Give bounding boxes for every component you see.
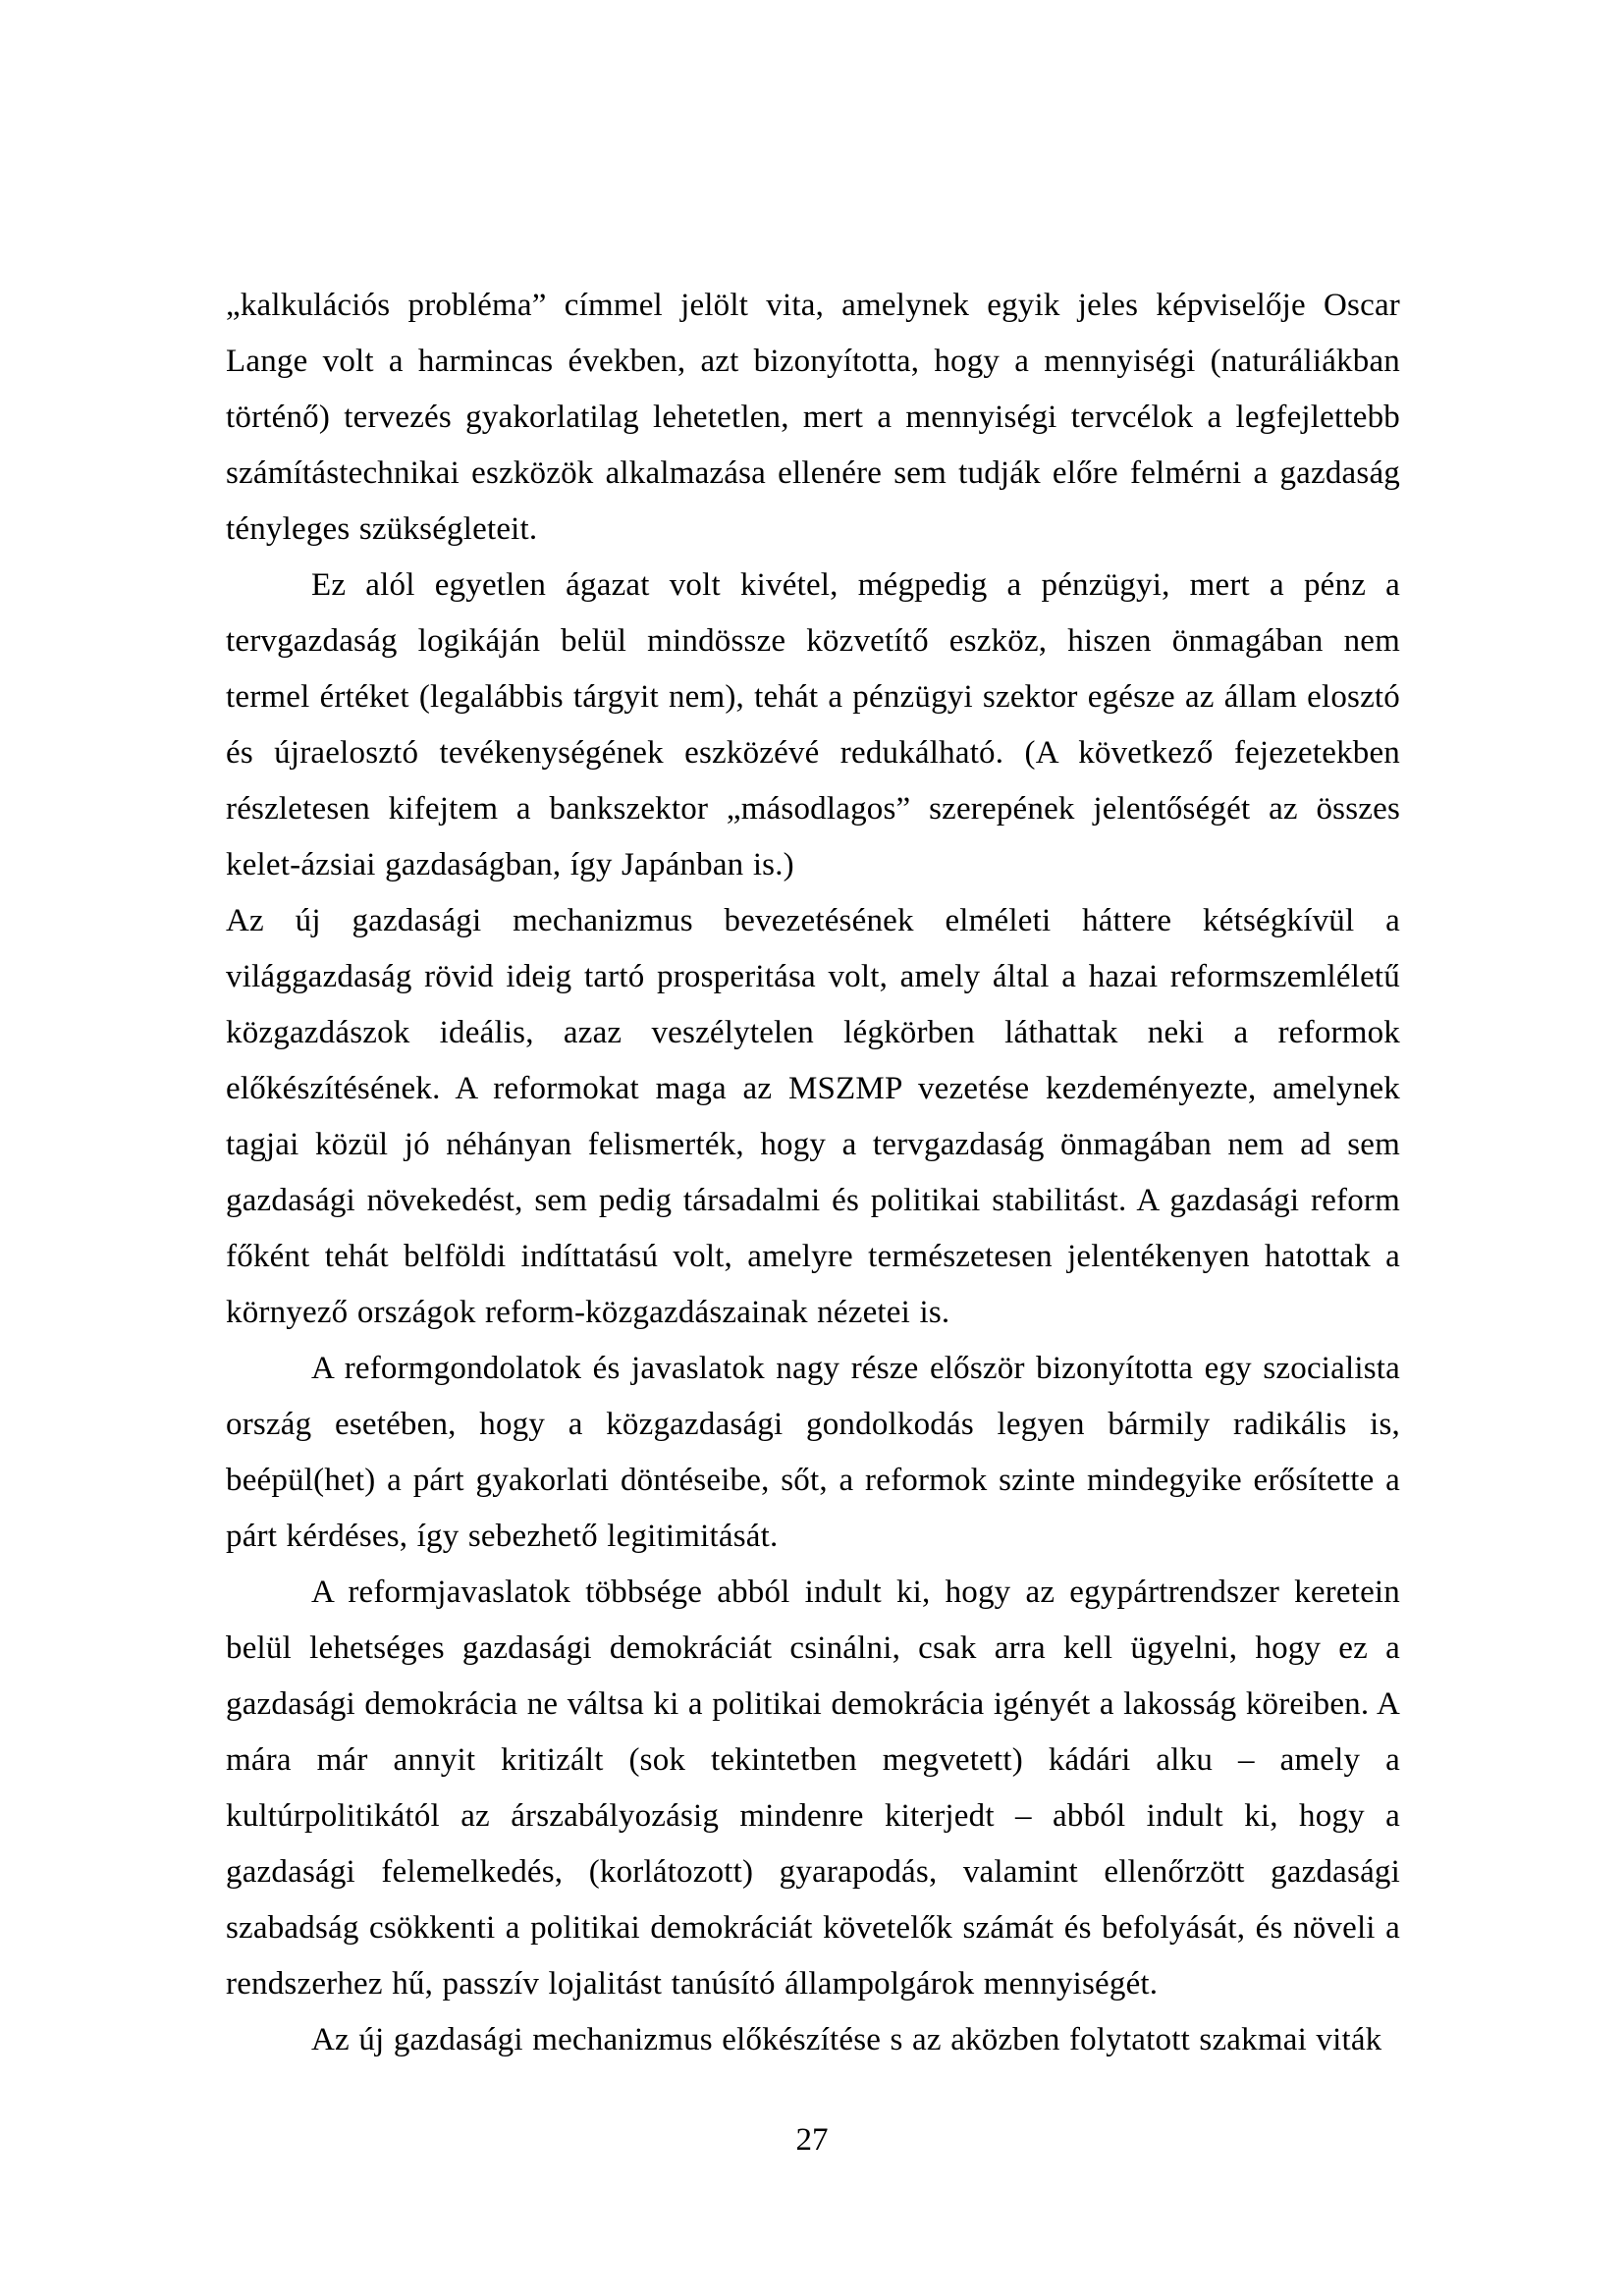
paragraph: Az új gazdasági mechanizmus bevezetésének elméleti háttere kétségkívül a világgazdaság rövid ideig tartó prosperitása volt, amely által a hazai reformszemléletű közgazdászok ideális, azaz veszélytelen légkörben láthattak neki a reformok előkészítésének. A reformokat maga az MSZMP vezetése kezdeményezte, amelynek tagjai közül jó néhányan felismerték, hogy a tervgazdaság önmagában nem ad sem gazdasági növekedést, sem pedig társadalmi és politikai stabilitást. A gazdasági reform főként tehát belföldi indíttatású volt, amelyre természetesen jelentékenyen hatottak a környező országok reform-közgazdászainak nézetei is. [226,903,1400,1330]
page-number: 27 [795,2122,829,2158]
paragraph: A reformjavaslatok többsége abból indult ki, hogy az egypártrendszer keretein belül lehetséges gazdasági demokráciát csinálni, csak arra kell ügyelni, hogy ez a gazdasági demokrácia ne váltsa ki a politikai demokrácia igényét a lakosság köreiben. A mára már annyit kritizált (sok tekintetben megvetett) kádári alku – amely a kultúrpolitikától az árszabályozásig mindenre kiterjedt – abból indult ki, hogy a gazdasági felemelkedés, (korlátozott) gyarapodás, valamint ellenőrzött gazdasági szabadság csökkenti a politikai demokráciát követelők számát és befolyását, és növeli a rendszerhez hű, passzív lojalitást tanúsító állampolgárok mennyiségét. [226,1575,1400,2002]
paragraph: „kalkulációs probléma” címmel jelölt vita, amelynek egyik jeles képviselője Oscar Lange volt a harmincas években, azt bizonyította, hogy a mennyiségi (naturáliákban történő) tervezés gyakorlatilag lehetetlen, mert a mennyiségi tervcélok a legfejlettebb számítástechnikai eszközök alkalmazása ellenére sem tudják előre felmérni a gazdaság tényleges szükségleteit. [226,288,1400,547]
paragraph: Ez alól egyetlen ágazat volt kivétel, mégpedig a pénzügyi, mert a pénz a tervgazdaság logikáján belül mindössze közvetítő eszköz, hiszen önmagában nem termel értéket (legalábbis tárgyit nem), tehát a pénzügyi szektor egésze az állam elosztó és újraelosztó tevékenységének eszközévé redukálható. (A következő fejezetekben részletesen kifejtem a bankszektor „másodlagos” szerepének jelentőségét az összes kelet-ázsiai gazdaságban, így Japánban is.) [226,567,1400,882]
paragraph: Az új gazdasági mechanizmus előkészítése s az aközben folytatott szakmai viták [311,2022,1382,2057]
paragraph: A reformgondolatok és javaslatok nagy része először bizonyította egy szocialista ország esetében, hogy a közgazdasági gondolkodás legyen bármily radikális is, beépül(het) a párt gyakorlati döntéseibe, sőt, a reformok szinte mindegyike erősítette a párt kérdéses, így sebezhető legitimitását. [226,1351,1400,1554]
body-text [226,278,1400,2068]
